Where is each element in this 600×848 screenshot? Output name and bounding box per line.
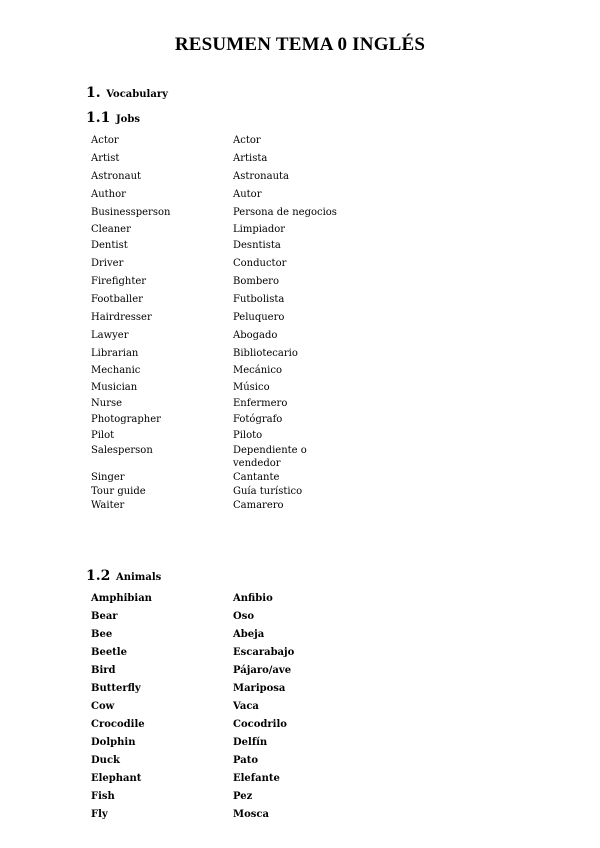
- english-term: Musician: [91, 382, 138, 393]
- spanish-translation: Guía turístico: [233, 486, 303, 497]
- spanish-translation: Actor: [233, 135, 261, 146]
- spanish-translation: Abogado: [233, 330, 278, 341]
- spanish-translation: Oso: [233, 611, 255, 622]
- english-term: Tour guide: [91, 486, 146, 497]
- spanish-translation: Pez: [233, 791, 253, 802]
- spanish-translation: Peluquero: [233, 312, 285, 323]
- spanish-translation: Delfín: [233, 737, 268, 748]
- spanish-translation: Anfibio: [233, 593, 273, 604]
- english-term: Bird: [91, 665, 116, 676]
- english-term: Mechanic: [91, 365, 141, 376]
- spanish-translation: Abeja: [233, 629, 265, 640]
- english-term: Waiter: [91, 500, 125, 511]
- spanish-translation: Mecánico: [233, 365, 282, 376]
- spanish-translation: Autor: [233, 189, 262, 200]
- english-term: Bear: [91, 611, 118, 622]
- spanish-translation: Camarero: [233, 500, 284, 511]
- english-term: Elephant: [91, 773, 142, 784]
- section-heading-vocabulary: [86, 82, 168, 101]
- spanish-translation: Astronauta: [233, 171, 289, 182]
- english-term: Dolphin: [91, 737, 136, 748]
- spanish-translation: Bombero: [233, 276, 279, 287]
- english-term: Singer: [91, 472, 125, 483]
- spanish-translation: Artista: [233, 153, 268, 164]
- english-term: Photographer: [91, 414, 161, 425]
- spanish-translation: Músico: [233, 382, 270, 393]
- english-term: Driver: [91, 258, 124, 269]
- english-term: Butterfly: [91, 683, 141, 694]
- subsection-number: 1.2: [86, 568, 111, 584]
- section-number: 1.: [86, 85, 101, 101]
- spanish-translation: Piloto: [233, 430, 263, 441]
- english-term: Firefighter: [91, 276, 147, 287]
- subsection-heading-animals: [86, 565, 161, 584]
- spanish-translation: Pato: [233, 755, 259, 766]
- english-term: Salesperson: [91, 445, 153, 456]
- subsection-label: Animals: [115, 572, 162, 583]
- spanish-translation: Vaca: [233, 701, 259, 712]
- spanish-translation: Pájaro/ave: [233, 665, 292, 676]
- english-term: Actor: [91, 135, 119, 146]
- english-term: Duck: [91, 755, 120, 766]
- spanish-translation: Enfermero: [233, 398, 288, 409]
- english-term: Lawyer: [91, 330, 129, 341]
- english-term: Dentist: [91, 240, 128, 251]
- english-term: Crocodile: [91, 719, 145, 730]
- english-term: Fly: [91, 809, 108, 820]
- english-term: Beetle: [91, 647, 127, 658]
- subsection-label: Jobs: [115, 114, 140, 125]
- english-term: Bee: [91, 629, 113, 640]
- english-term: Librarian: [91, 348, 139, 359]
- english-term: Footballer: [91, 294, 143, 305]
- english-term: Amphibian: [91, 593, 152, 604]
- spanish-translation: Desntista: [233, 240, 281, 251]
- spanish-translation: Bibliotecario: [233, 348, 298, 359]
- spanish-translation: Elefante: [233, 773, 280, 784]
- english-term: Astronaut: [91, 171, 142, 182]
- spanish-translation: Mosca: [233, 809, 269, 820]
- spanish-translation: Persona de negocios: [233, 207, 337, 218]
- english-term: Cow: [91, 701, 115, 712]
- spanish-translation: Limpiador: [233, 224, 286, 235]
- page-title: RESUMEN TEMA 0 INGLÉS: [174, 34, 426, 55]
- english-term: Hairdresser: [91, 312, 152, 323]
- english-term: Fish: [91, 791, 115, 802]
- spanish-translation: Mariposa: [233, 683, 286, 694]
- english-term: Businessperson: [91, 207, 171, 218]
- english-term: Author: [91, 189, 126, 200]
- spanish-translation: Conductor: [233, 258, 287, 269]
- english-term: Artist: [91, 153, 120, 164]
- english-term: Nurse: [91, 398, 123, 409]
- spanish-translation: Fotógrafo: [233, 414, 283, 425]
- section-label: Vocabulary: [106, 89, 168, 100]
- subsection-heading-jobs: [86, 107, 140, 126]
- spanish-translation: Cantante: [233, 472, 280, 483]
- spanish-translation: Cocodrilo: [233, 719, 287, 730]
- english-term: Pilot: [91, 430, 115, 441]
- spanish-translation: Futbolista: [233, 294, 285, 305]
- spanish-translation: Escarabajo: [233, 647, 295, 658]
- spanish-translation: Dependiente o vendedor: [233, 445, 307, 469]
- subsection-number: 1.1: [86, 110, 111, 126]
- english-term: Cleaner: [91, 224, 131, 235]
